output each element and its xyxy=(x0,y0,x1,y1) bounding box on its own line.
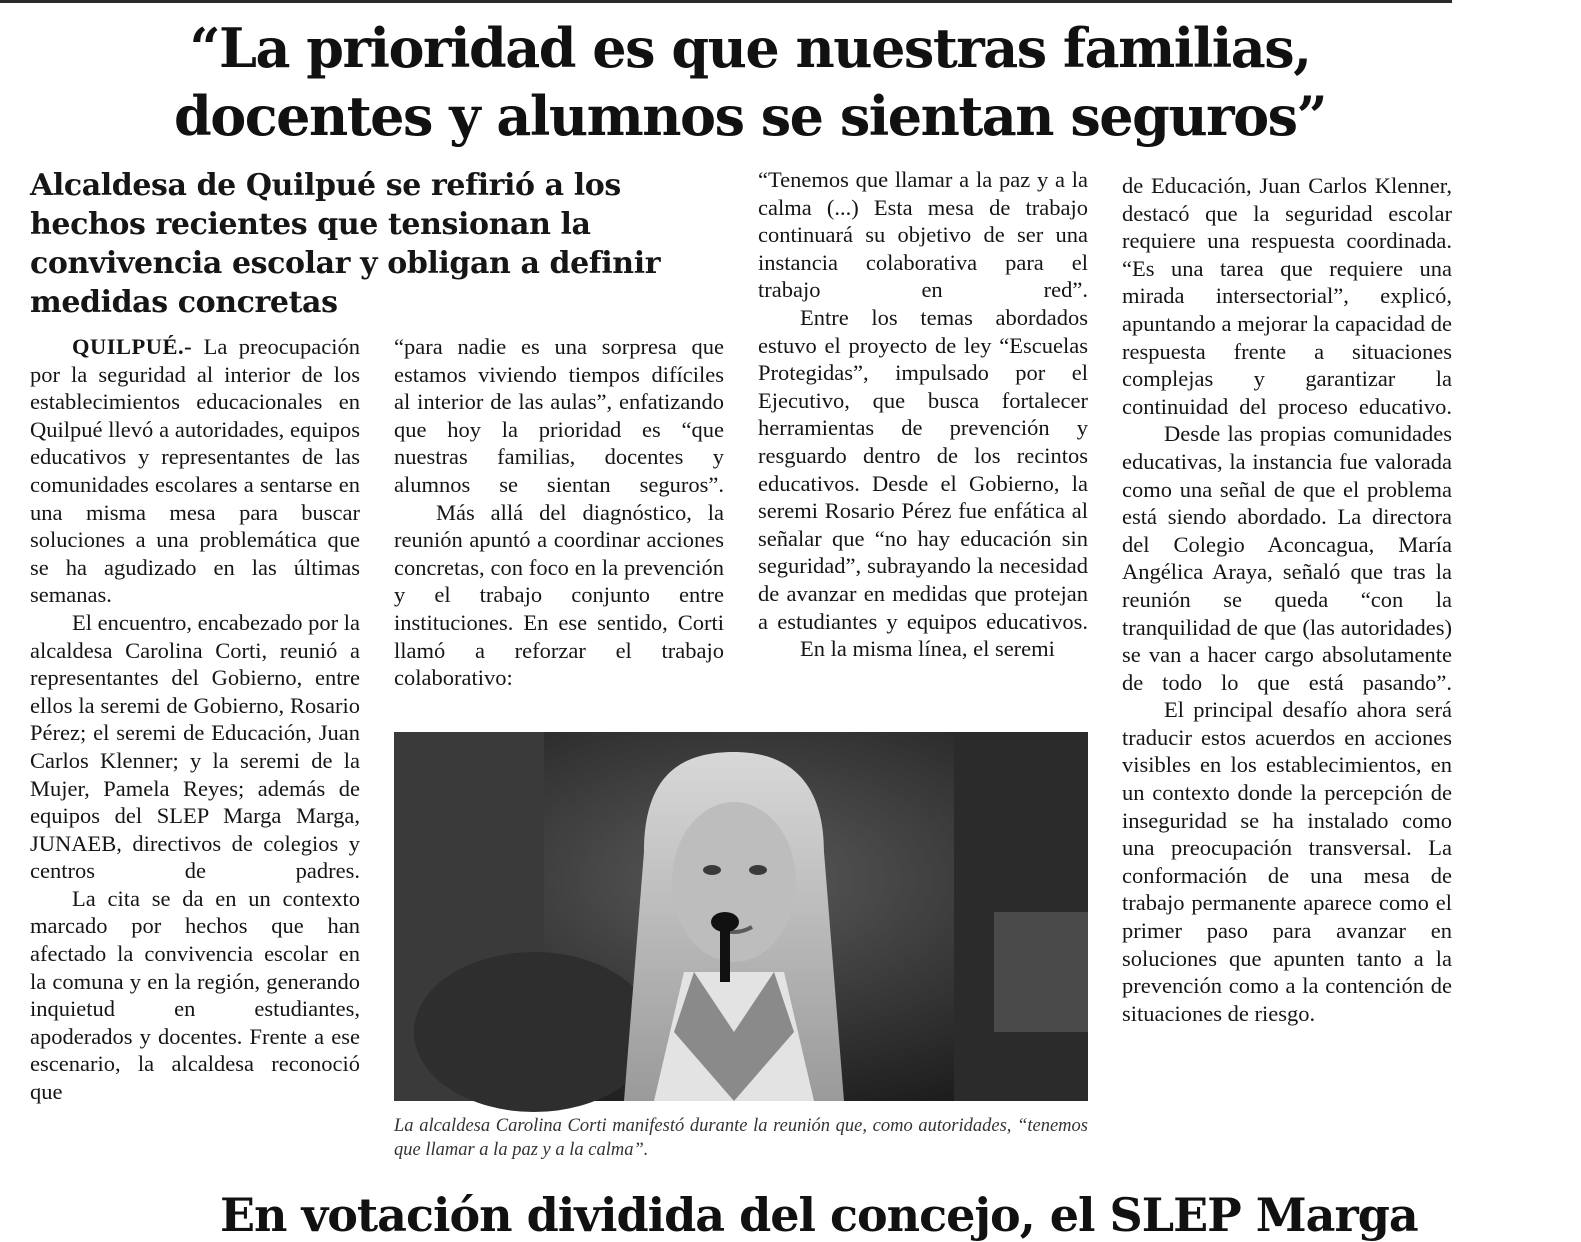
article-column-4 xyxy=(1122,172,1452,1027)
paragraph: “para nadie es una sorpresa que estamos viviendo tiempos difíciles al interior de las aulas”, enfatizando que hoy la prioridad es “que nuestras familias, docentes y alumnos se sientan seguros”. xyxy=(394,334,724,497)
photo-illustration xyxy=(394,732,1088,1101)
article-column-2 xyxy=(394,333,724,692)
paragraph: Entre los temas abordados estuvo el proyecto de ley “Escuelas Protegidas”, impulsado por el Ejecutivo, que busca fortalecer herramientas de prevención y resguardo dentro de los recintos educativos. Desde el Gobierno, la seremi Rosario Pérez fue enfática al señalar que “no hay educación sin seguridad”, subrayando la necesidad de avanzar en medidas que protejan a estudiantes y equipos educativos. xyxy=(758,304,1088,634)
paragraph: Más allá del diagnóstico, la reunión apuntó a coordinar acciones concretas, con foco en la prevención y el trabajo conjunto entre instituciones. En ese sentido, Corti llamó a reforzar el trabajo colaborativo: xyxy=(394,499,724,691)
subhead-line-1: Alcaldesa de Quilpué se refirió a los xyxy=(30,168,621,203)
paragraph: “Tenemos que llamar a la paz y a la calma (...) Esta mesa de trabajo continuará su objetivo de ser una instancia colaborativa para el trabajo en red”. xyxy=(758,167,1088,303)
headline-line-1: “La prioridad es que nuestras familias, xyxy=(189,16,1311,80)
paragraph: La cita se da en un contexto marcado por hechos que han afectado la convivencia escolar en la comuna y en la región, generando inquietud en estudiantes, apoderados y docentes. Frente a ese escenario, la alcaldesa reconoció que xyxy=(30,885,360,1105)
paragraph-text: La preocupación por la seguridad al interior de los establecimientos educacionales en Quilpué llevó a autoridades, equipos educativos y representantes de las comunidades escolares a sentarse en una misma mesa para buscar soluciones a una problemática que se ha agudizado en las últimas semanas. xyxy=(30,334,360,608)
paragraph: En la misma línea, el seremi xyxy=(800,636,1055,662)
headline-line-2: docentes y alumnos se sientan seguros” xyxy=(173,84,1327,148)
subhead-line-2: hechos recientes que tensionan la xyxy=(30,207,591,242)
paragraph: El encuentro, encabezado por la alcaldesa Carolina Corti, reunió a representantes del Gobierno, entre ellos la seremi de Gobierno, Rosario Pérez; el seremi de Educación, Juan Carlos Klenner; y la seremi de la Mujer, Pamela Reyes; además de equipos del SLEP Marga Marga, JUNAEB, directivos de colegios y centros de padres. xyxy=(30,609,360,884)
article-column-1 xyxy=(30,333,360,1106)
headline xyxy=(60,14,1440,150)
next-article-headline xyxy=(0,1188,1581,1242)
subheadline xyxy=(30,166,680,322)
article-column-3 xyxy=(758,166,1088,663)
paragraph: Desde las propias comunidades educativas, la instancia fue valorada como una señal de que el problema está siendo abordado. La directora del Colegio Aconcagua, María Angélica Araya, señaló que tras la reunión se queda “con la tranquilidad de que (las autoridades) se van a hacer cargo absolutamente de todo lo que está pasando”. xyxy=(1122,421,1452,695)
paragraph: de Educación, Juan Carlos Klenner, destacó que la seguridad escolar requiere una respuesta coordinada. “Es una tarea que requiere una mirada intersectorial”, explicó, apuntando a mejorar la capacidad de respuesta frente a situaciones complejas y garantizar la continuidad del proceso educativo. xyxy=(1122,173,1452,419)
next-headline-text: En votación dividida del concejo, el SLEP Marga xyxy=(220,1188,1418,1242)
dateline: QUILPUÉ.- xyxy=(72,334,193,359)
paragraph xyxy=(30,333,360,609)
subhead-line-3: convivencia escolar y obligan a definir xyxy=(30,246,661,281)
subhead-line-4: medidas concretas xyxy=(30,285,338,320)
photo-caption: La alcaldesa Carolina Corti manifestó durante la reunión que, como autoridades, “tenemos que llamar a la paz y a la calma”. xyxy=(394,1116,1088,1160)
paragraph: El principal desafío ahora será traducir estos acuerdos en acciones visibles en los establecimientos, en un contexto donde la percepción de inseguridad se ha instalado como una preocupación transversal. La conformación de una mesa de trabajo permanente aparece como el primer paso para avanzar en soluciones que apunten tanto a la prevención como a la contención de situaciones de riesgo. xyxy=(1122,697,1452,1026)
article-photo xyxy=(394,732,1088,1101)
top-rule xyxy=(0,0,1452,3)
